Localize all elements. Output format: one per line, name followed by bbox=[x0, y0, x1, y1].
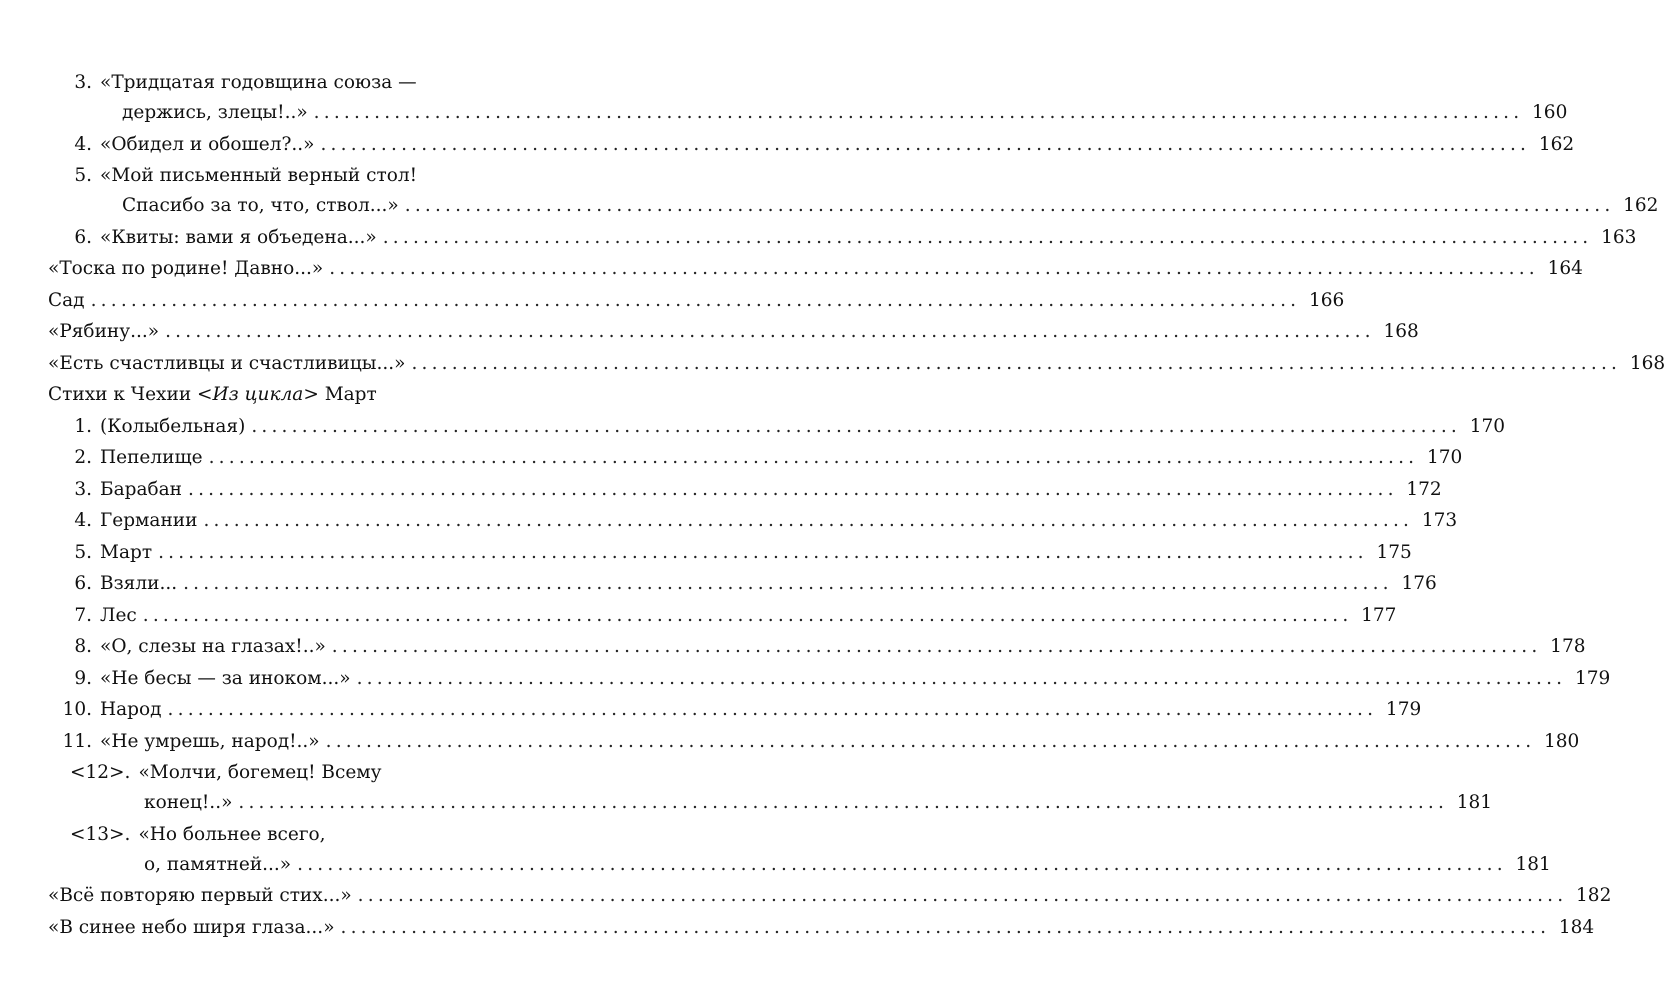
dot-leader: ........................................................................................................................ bbox=[329, 258, 1539, 279]
entry-title: «Тридцатая годовщина союза — bbox=[100, 72, 417, 93]
entry-title: (Колыбельная) bbox=[100, 415, 246, 437]
toc-entry bbox=[48, 916, 1595, 938]
page-number: 181 bbox=[1456, 792, 1493, 813]
entry-title: «Не бесы — за иноком...» bbox=[100, 667, 351, 689]
toc-entry bbox=[48, 667, 1611, 689]
dot-leader: ........................................................................................................................ bbox=[90, 289, 1301, 311]
dot-leader: ........................................................................................................................ bbox=[167, 699, 1378, 720]
page-number: 168 bbox=[1383, 321, 1419, 342]
entry-title: Март bbox=[100, 541, 153, 563]
section-heading bbox=[48, 384, 576, 405]
page-number: 162 bbox=[1623, 195, 1659, 216]
entry-number: 6. bbox=[74, 226, 92, 248]
page-number: 179 bbox=[1574, 667, 1611, 689]
toc-entry bbox=[48, 573, 1437, 594]
entry-title: Германии bbox=[100, 510, 198, 531]
page-number: 172 bbox=[1406, 478, 1442, 500]
page-number: 164 bbox=[1547, 258, 1583, 279]
dot-leader: ........................................................................................................................ bbox=[251, 415, 1461, 437]
toc-entry bbox=[48, 258, 1583, 279]
entry-number: 3. bbox=[74, 478, 92, 500]
toc-entry bbox=[48, 415, 1505, 437]
page-number: 173 bbox=[1421, 510, 1458, 531]
dot-leader: ........................................................................................................................ bbox=[188, 478, 1398, 500]
dot-leader: ........................................................................................................................ bbox=[313, 102, 1524, 123]
page-number: 170 bbox=[1426, 447, 1463, 468]
entry-number: 3. bbox=[74, 72, 92, 93]
page-number: 170 bbox=[1469, 415, 1505, 437]
entry-title: «Обидел и обошел?..» bbox=[100, 133, 315, 155]
entry-title-continued: держись, злецы!..» bbox=[122, 102, 308, 123]
page-number: 182 bbox=[1576, 885, 1612, 906]
entry-number: 2. bbox=[74, 447, 92, 468]
entry-title: «Всё повторяю первый стих...» bbox=[48, 885, 352, 906]
toc-entry bbox=[48, 823, 1551, 875]
dot-leader: ........................................................................................................................ bbox=[356, 667, 1567, 689]
entry-title: Пепелище bbox=[100, 447, 203, 468]
entry-number: 10. bbox=[62, 699, 92, 720]
dot-leader: ........................................................................................................................ bbox=[340, 916, 1551, 938]
dot-leader: ........................................................................................................................ bbox=[382, 226, 1593, 248]
page-number: 179 bbox=[1385, 699, 1422, 720]
entry-number: 7. bbox=[74, 604, 92, 626]
entry-title: Народ bbox=[100, 699, 162, 720]
entry-title-continued: Спасибо за то, что, ствол...» bbox=[122, 195, 399, 216]
entry-number: 1. bbox=[74, 415, 92, 437]
toc-entry bbox=[48, 885, 1612, 906]
dot-leader: ........................................................................................................................ bbox=[331, 636, 1542, 657]
section-heading-italic: <Из цикла> bbox=[197, 384, 319, 405]
dot-leader: ........................................................................................................................ bbox=[238, 792, 1449, 813]
entry-title: «Молчи, богемец! Всему bbox=[138, 762, 382, 783]
entry-number: 11. bbox=[62, 730, 92, 752]
dot-leader: ........................................................................................................................ bbox=[411, 352, 1622, 374]
entry-title: «Рябину...» bbox=[48, 321, 160, 342]
page-number: 168 bbox=[1629, 352, 1665, 374]
toc-entry bbox=[48, 699, 1422, 720]
toc-entry bbox=[48, 510, 1458, 531]
toc-entry bbox=[48, 289, 1345, 311]
entry-title-continued: конец!..» bbox=[144, 792, 233, 813]
entry-number: 4. bbox=[74, 510, 92, 531]
dot-leader: ........................................................................................................................ bbox=[297, 853, 1507, 875]
entry-title: Взяли... bbox=[100, 573, 178, 594]
toc-entry bbox=[48, 541, 1412, 563]
dot-leader: ........................................................................................................................ bbox=[404, 195, 1615, 216]
entry-title: «Не умрешь, народ!..» bbox=[100, 730, 320, 752]
section-heading-prefix: Стихи к Чехии bbox=[48, 384, 198, 405]
toc-entry bbox=[48, 478, 1442, 500]
page-number: 166 bbox=[1308, 289, 1345, 311]
toc-entry bbox=[48, 447, 1463, 468]
entry-number: 5. bbox=[74, 165, 92, 186]
page-number: 163 bbox=[1601, 226, 1637, 248]
toc-entry bbox=[48, 730, 1580, 752]
toc-entry bbox=[48, 352, 1665, 374]
entry-title: «Тоска по родине! Давно...» bbox=[48, 258, 324, 279]
toc-entry bbox=[48, 226, 1637, 248]
page-number: 184 bbox=[1558, 916, 1595, 938]
toc-entry bbox=[48, 636, 1586, 657]
entry-title: «Квиты: вами я объедена...» bbox=[100, 226, 377, 248]
dot-leader: ........................................................................................................................ bbox=[142, 604, 1353, 626]
toc-entry bbox=[48, 604, 1397, 626]
page-number: 175 bbox=[1376, 541, 1412, 563]
entry-title: Лес bbox=[100, 604, 137, 626]
entry-number: 6. bbox=[74, 573, 92, 594]
entry-number: <13>. bbox=[70, 823, 131, 845]
entry-number: 8. bbox=[74, 636, 92, 657]
toc-entry bbox=[48, 72, 1568, 123]
dot-leader: ........................................................................................................................ bbox=[158, 541, 1368, 563]
section-heading-suffix: Март bbox=[318, 384, 377, 405]
page-number: 176 bbox=[1401, 573, 1437, 594]
page-number: 181 bbox=[1515, 853, 1551, 875]
toc-entry bbox=[48, 321, 1419, 342]
page-number: 162 bbox=[1538, 133, 1575, 155]
entry-title-continued: о, памятней...» bbox=[144, 853, 292, 875]
dot-leader: ........................................................................................................................ bbox=[165, 321, 1375, 342]
page-number: 178 bbox=[1550, 636, 1586, 657]
dot-leader: ........................................................................................................................ bbox=[208, 447, 1419, 468]
entry-number: <12>. bbox=[70, 762, 131, 783]
entry-title: «О, слезы на глазах!..» bbox=[100, 636, 326, 657]
entry-number: 5. bbox=[74, 541, 92, 563]
page-number: 180 bbox=[1544, 730, 1580, 752]
toc-entry bbox=[48, 133, 1575, 155]
dot-leader: ........................................................................................................................ bbox=[320, 133, 1531, 155]
entry-title: «Есть счастливцы и счастливицы...» bbox=[48, 352, 406, 374]
entry-title: «В синее небо ширя глаза...» bbox=[48, 916, 335, 938]
entry-title: Барабан bbox=[100, 478, 182, 500]
dot-leader: ........................................................................................................................ bbox=[203, 510, 1414, 531]
dot-leader: ........................................................................................................................ bbox=[325, 730, 1536, 752]
dot-leader: ........................................................................................................................ bbox=[183, 573, 1393, 594]
entry-title: Сад bbox=[48, 289, 85, 311]
page-number: 177 bbox=[1361, 604, 1397, 626]
entry-title: «Но больнее всего, bbox=[138, 823, 326, 845]
dot-leader: ........................................................................................................................ bbox=[357, 885, 1568, 906]
page-number: 160 bbox=[1532, 102, 1568, 123]
entry-title: «Мой письменный верный стол! bbox=[100, 165, 418, 186]
table-of-contents bbox=[48, 72, 1665, 948]
toc-entry bbox=[48, 762, 1493, 813]
entry-number: 9. bbox=[74, 667, 92, 689]
toc-entry bbox=[48, 165, 1659, 216]
entry-number: 4. bbox=[74, 133, 92, 155]
